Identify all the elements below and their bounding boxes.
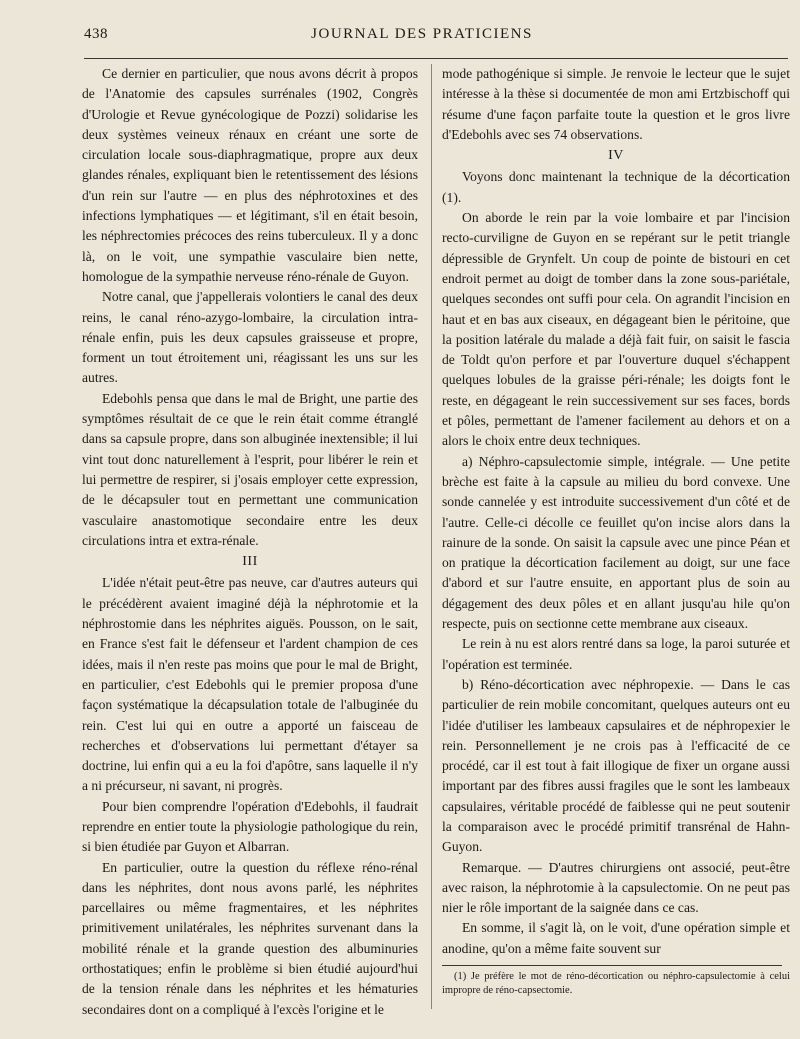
paragraph: Le rein à nu est alors rentré dans sa loge, la paroi suturée et l'opération est terminée. (442, 636, 790, 672)
left-column (82, 64, 418, 1020)
column-divider (431, 64, 432, 1009)
paragraph: Pour bien comprendre l'opération d'Edebohls, il faudrait reprendre en entier toute la physiologie pathologique du rein, si bien étudiée par Guyon et Albarran. (82, 798, 418, 855)
paragraph: En particulier, outre la question du réflexe réno-rénal dans les néphrites, dont nous avons parlé, les néphrites parcellaires ou même fragmentaires, et les néphrites primitivement unilatérales, les néphrites survenant dans la mobilité rénale et la grande question des albuminuries orthostatiques; enfin le problème si bien étudié aujourd'hui de la tension rénale dans les néphrites et les hématuries secondaires dont on a compliqué à l'excès l'origine et le (82, 859, 418, 1017)
footnote: (1) Je préfère le mot de réno-décortication ou néphro-capsulectomie à celui impropre de réno-capsectomie. (442, 971, 790, 997)
page-number: 438 (84, 26, 108, 42)
paragraph: b) Réno-décortication avec néphropexie. — Dans le cas particulier de rein mobile concomitant, quelques auteurs ont eu l'idée d'utiliser les lambeaux capsulaires et de néphropexier le rein. Personnellement je ne crois pas à l'efficacité de ce procédé, car il est tout à fait illogique de fixer un organe aussi important par des fibres aussi fragiles que le sont les lambeaux capsulaires, véritable procédé de faiblesse qui ne peut soutenir la comparaison avec le procédé primitif transrénal de Hahn-Guyon. (442, 676, 790, 855)
section-heading: IV (608, 148, 624, 164)
footnote-rule (442, 965, 782, 966)
right-column (442, 64, 790, 998)
paragraph: a) Néphro-capsulectomie simple, intégrale. — Une petite brèche est faite à la capsule au milieu du bord convexe. Une sonde cannelée y est introduite successivement d'un côté et de l'autre. Celle-ci décolle ce feuillet qu'on incise alors dans la rainure de la sonde. On saisit la capsule avec une pince Péan et on pratique la décortication facilement au doigt, sur une face d'abord et sur l'autre ensuite, en apportant plus de soin au dégagement des deux pôles et en allant jusqu'au hile qu'on respecte, puis on sectionne cette membrane aux ciseaux. (442, 453, 790, 632)
section-heading: III (242, 554, 258, 570)
paragraph: En somme, il s'agit là, on le voit, d'une opération simple et anodine, qu'on a même faite souvent sur (442, 920, 790, 956)
paragraph: Edebohls pensa que dans le mal de Bright, une partie des symptômes résultait de ce que le rein était comme étranglé dans sa capsule propre, dans son albuginée inextensible; il lui vint tout donc naturellement à l'esprit, pour libérer le rein et lui permettre de respirer, si j'osais employer cette expression, de le décapsuler tout en permettant une communication vasculaire anastomotique secondaire entre les deux circulations intra et extra-rénale. (82, 390, 418, 548)
paragraph: Remarque. — D'autres chirurgiens ont associé, peut-être avec raison, la néphrotomie à la capsulectomie. On ne peut pas nier le rôle important de la saignée dans ce cas. (442, 859, 790, 916)
paragraph: Notre canal, que j'appellerais volontiers le canal des deux reins, le canal réno-azygo-lombaire, la circulation intra-rénale enfin, puis les deux capsules graisseuse et propre, forment un tout étroitement uni, réagissant les uns sur les autres. (82, 289, 418, 386)
paragraph: Ce dernier en particulier, que nous avons décrit à propos de l'Anatomie des capsules surrénales (1902, Congrès d'Urologie et Revue gynécologique de Pozzi) solidarise les deux systèmes veineux rénaux en créant une sorte de circulation locale sous-diaphragmatique, propre aux deux glandes rénales, expliquant bien le retentissement des lésions d'un rein sur l'autre — en plus des néphrotoxines et des infections lymphatiques — et légitimant, s'il en était besoin, les néphrectomies précoces des reins tuberculeux. Il y a donc là, on le voit, une sympathie vasculaire bien nette, homologue de la sympathie nerveuse réno-rénale de Guyon. (82, 66, 418, 284)
header-rule (84, 58, 788, 59)
running-header (84, 26, 760, 50)
paragraph: L'idée n'était peut-être pas neuve, car d'autres auteurs qui le précédèrent avaient imaginé déjà la néphrotomie et la néphrostomie dans les néphrites aiguës. Pousson, on le sait, en France s'est fait le défenseur et l'ardent champion de ces idées, mais il n'en reste pas moins que pour le mal de Bright, en particulier, c'est Edebohls qui le premier proposa d'une façon systématique la décapsulation totale de l'albuginée du rein. C'est lui qui en outre a apporté un faisceau de recherches et d'observations lui permettant d'étayer sa doctrine, lui enfin qui a eu la foi d'apôtre, sans laquelle il n'y a ni précurseur, ni savant, ni progrès. (82, 575, 418, 794)
journal-title: JOURNAL DES PRATICIENS (311, 26, 533, 42)
paragraph: mode pathogénique si simple. Je renvoie le lecteur que le sujet intéresse à la thèse si documentée de mon ami Ertzbischoff qui résume d'une façon parfaite toute la question et le gros livre d'Edebohls avec ses 74 observations. (442, 66, 790, 142)
paragraph: On aborde le rein par la voie lombaire et par l'incision recto-curviligne de Guyon en se repérant sur le petit triangle dépressible de Grynfelt. Un coup de pointe de bistouri en cet endroit permet au doigt de tomber dans la zone sous-pariétale, quelques secondes ont suffi pour cela. On agrandit l'incision en haut et en bas aux ciseaux, en dégageant bien le péritoine, que la position latérale du malade a déjà fait fuir, on saisit le fascia de Toldt qu'on perfore et par l'ouverture duquel s'échappent quelques lobules de la graisse péri-rénale; les doigts font le reste, en dégageant le rein successivement sur ses faces, bords et pôles, permettant de l'amener facilement au dehors et on a alors le choix entre deux techniques. (442, 210, 790, 449)
paragraph: Voyons donc maintenant la technique de la décortication (1). (442, 169, 790, 205)
